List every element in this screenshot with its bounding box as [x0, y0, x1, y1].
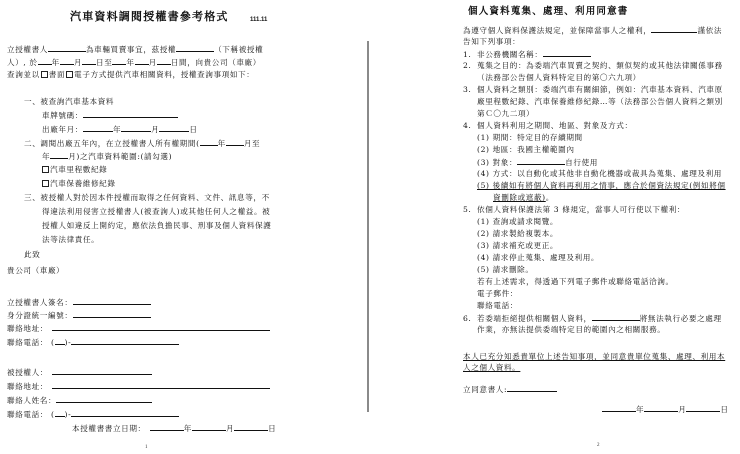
- unit-text: 年: [217, 139, 226, 148]
- grantee-address-field[interactable]: [52, 381, 270, 389]
- intro-text: 月: [148, 58, 157, 67]
- section-3-line: 三、被授權人對於因本件授權而取得之任何資料、文件、訊息等，不: [24, 193, 270, 202]
- section-3-line: 法等法律責任。: [42, 235, 100, 244]
- grantee-contact-label: 聯絡人姓名：: [7, 396, 57, 405]
- from-day-blank[interactable]: [82, 57, 96, 65]
- plate-number-row: [42, 110, 178, 121]
- section-1-heading: 一、被查詢汽車基本資料: [24, 97, 115, 106]
- grantor-phone-label: 聯絡電話：: [7, 338, 48, 347]
- section-2-text: 月)之汽車資料範圍:(請勾選): [68, 152, 173, 161]
- grantee-contact-field[interactable]: [56, 395, 152, 403]
- issue-day-field[interactable]: [234, 423, 268, 431]
- item-4-reuse-line-2: [493, 193, 554, 203]
- paren: (: [50, 338, 55, 347]
- item-3-line-2: 廠里程數紀錄、汽車保養維修紀錄…等（法務部公告個人資料之類別: [477, 97, 723, 106]
- grantor-phone-row: [7, 337, 179, 348]
- right-item: (2) 請求製給複製本。: [477, 229, 559, 238]
- grantor-address-field[interactable]: [52, 323, 270, 331]
- mileage-record-label: 汽車里程數紀錄: [50, 165, 108, 174]
- intro-text: 為遵守個人資料保護法規定，並保障當事人之權利，: [463, 26, 652, 35]
- grantor-signature-row: [7, 297, 151, 308]
- section-2-text: 二、調閱出廠五年內，在立授權書人所有權期間(: [24, 139, 200, 148]
- item-number: 3.: [463, 85, 472, 94]
- consent-year-field[interactable]: [602, 404, 636, 412]
- consent-statement-line-1: 本人已充分知悉貴單位上述告知事項，並同意貴單位蒐集、處理、利用本: [463, 352, 726, 361]
- consent-date-row: [602, 404, 729, 415]
- item-number: 4.: [463, 121, 472, 130]
- unit-text: 年: [112, 125, 122, 134]
- item-text: 依個人資料保護法第 3 條規定，當事人可行使以下權利：: [477, 205, 686, 214]
- unit-text: 年: [636, 405, 645, 414]
- consenter-row: [463, 384, 557, 395]
- intro-text: 月: [73, 58, 83, 67]
- phone-label: 聯絡電話：: [477, 301, 518, 310]
- intro-text: 年: [51, 58, 60, 67]
- item-4-heading: [463, 121, 633, 131]
- item-text: 自行使用: [565, 158, 598, 167]
- grantor-address-row: [7, 323, 270, 334]
- intro-text: （下稱被授權: [214, 45, 264, 54]
- item-text: 資刪除或遮蔽): [493, 193, 546, 202]
- recipient-field[interactable]: [517, 157, 565, 165]
- issue-year-field[interactable]: [150, 423, 184, 431]
- unit-text: 日: [720, 405, 729, 414]
- grantee-name-blank[interactable]: [176, 44, 214, 52]
- item-2-line-2: （法務部公告個人資料特定目的第〇六九項）: [477, 73, 641, 82]
- grantor-id-row: [7, 310, 151, 321]
- unit-text: 月: [678, 405, 687, 414]
- ownership-from-month-blank[interactable]: [226, 138, 244, 146]
- mileage-record-checkbox[interactable]: [42, 166, 49, 173]
- closing-text: 此致: [24, 250, 41, 259]
- plate-number-field[interactable]: [83, 110, 178, 118]
- right-item: (1) 查詢或請求閱覽。: [477, 217, 559, 226]
- unit-text: 年: [183, 424, 192, 433]
- item-4-reuse-line-1: (5) 後續如有將個人資料再利用之情事，應合於個資法規定(例如將個: [477, 181, 726, 190]
- page-2-consent-form: [370, 0, 740, 454]
- grantee-name-label: 被授權人：: [7, 368, 48, 377]
- item-6-line-2: 作業，亦無法提供委端特定目的範圍內之相關服務。: [477, 325, 666, 334]
- paren: )-: [64, 410, 72, 419]
- from-year-blank[interactable]: [38, 57, 52, 65]
- mfg-year-field[interactable]: [83, 124, 113, 132]
- item-text: 非公務機關名稱：: [477, 50, 543, 59]
- intro-text: 人）, 於: [7, 58, 38, 67]
- item-text: 蒐集之目的：為委端汽車買賣之契約、類似契約或其他法律關係事務: [477, 61, 723, 70]
- company-name-blank[interactable]: [651, 25, 697, 33]
- item-number: 5.: [463, 205, 472, 214]
- intro-text: 日至: [96, 58, 113, 67]
- item-5-heading: [463, 205, 685, 215]
- grantee-phone-row: [7, 409, 179, 420]
- issue-date-label: 本授權書書立日期：: [72, 424, 146, 433]
- issue-month-field[interactable]: [192, 423, 226, 431]
- section-2-line-2: [42, 151, 172, 162]
- to-year-blank[interactable]: [112, 57, 126, 65]
- right-item: (4) 請求停止蒐集、處理及利用。: [477, 253, 600, 262]
- grantor-signature-label: 立授權書人簽名：: [7, 298, 73, 307]
- item-3-line-3: 第Ｃ〇九二項）: [477, 109, 535, 118]
- intro-line-3: [7, 70, 254, 80]
- page-1-title: 汽車資料調閱授權書參考格式: [70, 10, 229, 23]
- unit-text: 日: [268, 424, 277, 433]
- grantor-id-field[interactable]: [73, 310, 151, 318]
- item-4-recipient: [477, 157, 598, 168]
- grantee-area-code-field[interactable]: [55, 409, 65, 417]
- paren: (: [50, 410, 55, 419]
- intro-text: 為車輛買賣事宜，茲授權: [85, 45, 177, 54]
- mfg-month-field[interactable]: [121, 124, 151, 132]
- email-label: 電子郵件：: [477, 289, 518, 298]
- page-1-authorization-form: [0, 0, 366, 454]
- intro-text: 立授權書人: [7, 45, 48, 54]
- item-number: 6.: [463, 314, 472, 323]
- consent-day-field[interactable]: [686, 404, 720, 412]
- right-item: (3) 請求補充或更正。: [477, 241, 559, 250]
- unit-text: 年: [42, 152, 51, 161]
- item-text: 若委端拒絕提供相關個人資料，: [477, 314, 592, 323]
- item-4-region: (2) 地區：我國主權範圍內: [477, 145, 575, 154]
- item-6-line-1: [463, 313, 722, 324]
- item-text: 將無法執行必要之處理: [639, 314, 722, 323]
- page-separator: [367, 41, 369, 412]
- version-label: 111.11: [250, 17, 268, 23]
- item-text: 個人資料利用之期間、地區、對象及方式：: [477, 121, 633, 130]
- item-1: [463, 49, 591, 60]
- refusal-company-blank[interactable]: [592, 313, 640, 321]
- grantor-address-label: 聯絡地址：: [7, 324, 48, 333]
- electronic-option-label: 電子方式提供汽車相關資料，授權查詢事項如下：: [74, 70, 255, 79]
- section-2-line-1: [24, 138, 260, 149]
- maintenance-record-checkbox[interactable]: [42, 180, 49, 187]
- consenter-label: 立同意書人:: [463, 385, 508, 394]
- item-number: 2.: [463, 61, 472, 70]
- to-month-blank[interactable]: [135, 57, 149, 65]
- mfg-date-label: 出廠年月：: [42, 125, 83, 134]
- grantor-name-blank[interactable]: [48, 44, 86, 52]
- to-day-blank[interactable]: [157, 57, 171, 65]
- ownership-to-month-blank[interactable]: [50, 151, 68, 159]
- unit-text: 日: [189, 125, 198, 134]
- intro-text: 年: [126, 58, 135, 67]
- grantee-name-row: [7, 367, 152, 378]
- intro-line-1: [7, 44, 263, 55]
- issue-date-row: [72, 423, 276, 434]
- item-4-method: (4) 方式：以自動化或其他非自動化機器或裁具為蒐集、處理及利用: [477, 169, 722, 178]
- agency-name-field[interactable]: [543, 49, 591, 57]
- section-3-line: 授權人如違反上開約定，應依法負擔民事、刑事及個人資料保護: [42, 221, 272, 230]
- item-3-line-1: [463, 85, 723, 95]
- consent-month-field[interactable]: [644, 404, 678, 412]
- grantor-id-label: 身分證統一編號：: [7, 311, 73, 320]
- grantor-area-code-field[interactable]: [55, 337, 65, 345]
- item-4-period: (1) 期間：特定目的存續期間: [477, 133, 583, 142]
- intro-text: 謹依法: [697, 26, 723, 35]
- paper-option-label: 書面: [48, 70, 66, 79]
- right-item: (5) 請求刪除。: [477, 265, 534, 274]
- intro-text: 日間，向貴公司（車廠）: [170, 58, 261, 67]
- mileage-record-option[interactable]: [42, 165, 107, 175]
- grantee-name-field[interactable]: [52, 367, 152, 375]
- grantee-address-row: [7, 381, 270, 392]
- unit-text: 月: [151, 125, 160, 134]
- maintenance-record-option[interactable]: [42, 179, 116, 189]
- item-text: (3) 對象：: [477, 158, 518, 167]
- intro-text: 查詢並以: [7, 70, 40, 79]
- from-month-blank[interactable]: [60, 57, 74, 65]
- grantee-address-label: 聯絡地址：: [7, 382, 48, 391]
- page-2-intro-line-1: [463, 25, 722, 36]
- mfg-day-field[interactable]: [159, 124, 189, 132]
- unit-text: 月: [225, 424, 235, 433]
- addressee-text: 貴公司（車廠）: [7, 266, 65, 275]
- grantee-phone-label: 聯絡電話：: [7, 410, 48, 419]
- grantee-phone-field[interactable]: [71, 409, 179, 417]
- unit-text: 月至: [243, 139, 261, 148]
- plate-number-label: 車牌號碼：: [42, 111, 83, 120]
- grantor-signature-field[interactable]: [73, 297, 151, 305]
- consent-statement-line-2: 人之個人資料。: [463, 363, 521, 372]
- consenter-signature-field[interactable]: [507, 384, 557, 392]
- section-3-line: 得違法利用侵害立授權書人(被查詢人)或其他任何人之權益。被: [42, 207, 271, 216]
- electronic-checkbox[interactable]: [66, 71, 73, 78]
- grantor-phone-field[interactable]: [71, 337, 179, 345]
- paren: )-: [64, 338, 72, 347]
- contact-note: 若有上述需求，得透過下列電子郵件或聯絡電話洽詢。: [477, 277, 674, 286]
- item-text: 個人資料之類別：委端汽車有關細節，例如：汽車基本資料、汽車原: [477, 85, 723, 94]
- item-number: 1.: [463, 50, 472, 59]
- page-number-1: 1: [145, 445, 148, 450]
- ownership-from-year-blank[interactable]: [200, 138, 218, 146]
- grantee-contact-row: [7, 395, 152, 406]
- page-number-2: 2: [597, 443, 600, 448]
- mfg-date-row: [42, 124, 198, 135]
- page-2-title: 個人資料蒐集、處理、利用同意書: [468, 6, 629, 17]
- maintenance-record-label: 汽車保養維修紀錄: [50, 179, 116, 188]
- intro-line-2: [7, 57, 261, 68]
- paper-checkbox[interactable]: [41, 71, 48, 78]
- item-text: 。: [545, 193, 554, 202]
- page-2-intro-line-2: 告知下列事項：: [463, 37, 521, 46]
- item-2-line-1: [463, 61, 723, 71]
